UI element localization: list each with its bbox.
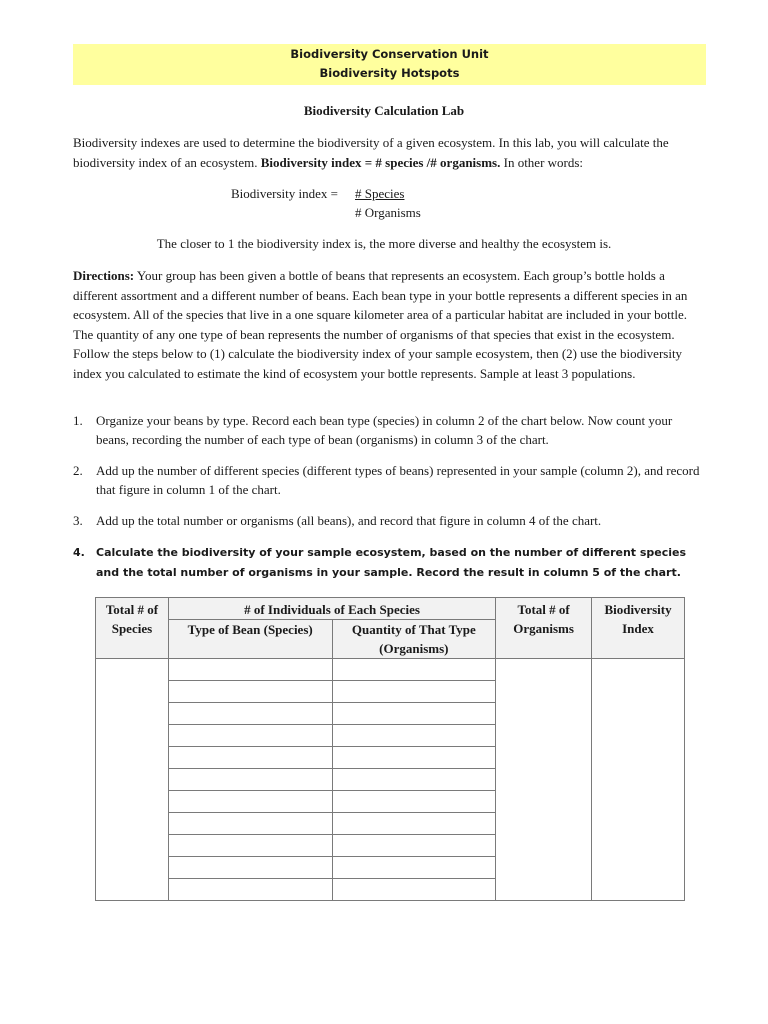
header-type-of-bean: Type of Bean (Species) — [168, 620, 332, 659]
cell-bean-type[interactable] — [168, 725, 332, 747]
step-text: Add up the total number or organisms (all beans), and record that figure in column 4 of the chart. — [96, 513, 602, 528]
directions-text: Your group has been given a bottle of beans that represents an ecosystem. Each group’s bottle holds a different assortment and a different number of beans. Each bean type in your bottle represents a different species in an ecosystem. All of the species that live in a one square kilometer area of a particular habitat are included in your bottle. The quantity of any one type of bean represents the number of organisms of that species that exist in the ecosystem. Follow the steps below to (1) calculate the biodiversity index of your sample ecosystem, then (2) use the biodiversity index you calculated to estimate the kind of ecosystem your bottle represents. Sample at least 3 populations. — [73, 268, 688, 381]
cell-quantity[interactable] — [332, 835, 496, 857]
cell-quantity[interactable] — [332, 725, 496, 747]
step-number: 2. — [73, 463, 83, 478]
header-total-species: Total # of Species — [96, 598, 169, 659]
cell-quantity[interactable] — [332, 813, 496, 835]
cell-quantity[interactable] — [332, 659, 496, 681]
cell-bean-type[interactable] — [168, 835, 332, 857]
formula-denominator: # Organisms — [355, 205, 421, 220]
header-individuals-group: # of Individuals of Each Species — [168, 598, 495, 620]
directions-label: Directions: — [73, 268, 135, 283]
step-4 — [73, 543, 707, 583]
cell-bean-type[interactable] — [168, 659, 332, 681]
lab-title: Biodiversity Calculation Lab — [303, 103, 465, 118]
cell-bean-type[interactable] — [168, 769, 332, 791]
cell-bean-type[interactable] — [168, 879, 332, 901]
biodiversity-chart — [95, 597, 685, 901]
intro-text: Biodiversity indexes are used to determine the biodiversity of a given ecosystem. In this lab, you will calculate the biodiversity index of an ecosystem. — [73, 135, 669, 170]
step-3 — [73, 511, 707, 530]
step-number: 1. — [73, 413, 83, 428]
header-quantity: Quantity of That Type (Organisms) — [332, 620, 496, 659]
step-text: Organize your beans by type. Record each bean type (species) in column 2 of the chart below. Now count your beans, recording the number of each type of bean (organisms) in column 3 of the chart. — [96, 413, 673, 447]
closer-statement: The closer to 1 the biodiversity index is, the more diverse and healthy the ecosystem is. — [156, 236, 612, 251]
cell-bean-type[interactable] — [168, 747, 332, 769]
unit-title: Biodiversity Conservation Unit — [290, 47, 489, 61]
cell-biodiversity-index[interactable] — [592, 659, 685, 901]
cell-quantity[interactable] — [332, 857, 496, 879]
step-number: 3. — [73, 513, 83, 528]
step-2 — [73, 461, 707, 499]
formula-label: Biodiversity index = — [231, 186, 338, 201]
intro-paragraph — [73, 133, 707, 172]
unit-subtitle: Biodiversity Hotspots — [319, 66, 460, 80]
cell-quantity[interactable] — [332, 681, 496, 703]
intro-tail: In other words: — [500, 154, 584, 170]
cell-quantity[interactable] — [332, 791, 496, 813]
step-1 — [73, 411, 707, 449]
cell-quantity[interactable] — [332, 769, 496, 791]
step-text: Calculate the biodiversity of your sample ecosystem, based on the number of different species and the total number of organisms in your sample. Record the result in column 5 of the chart. — [96, 546, 687, 579]
cell-quantity[interactable] — [332, 703, 496, 725]
intro-bold: Biodiversity index = # species /# organisms. — [260, 154, 501, 170]
cell-bean-type[interactable] — [168, 857, 332, 879]
directions-paragraph — [73, 266, 707, 383]
cell-total-species[interactable] — [96, 659, 169, 901]
formula-numerator: # Species — [355, 186, 405, 201]
cell-quantity[interactable] — [332, 879, 496, 901]
header-biodiversity-index: Biodiversity Index — [592, 598, 685, 659]
step-number: 4. — [73, 546, 85, 559]
cell-total-organisms[interactable] — [496, 659, 592, 901]
cell-bean-type[interactable] — [168, 681, 332, 703]
unit-banner — [73, 44, 706, 85]
cell-quantity[interactable] — [332, 747, 496, 769]
cell-bean-type[interactable] — [168, 813, 332, 835]
header-total-organisms: Total # of Organisms — [496, 598, 592, 659]
cell-bean-type[interactable] — [168, 791, 332, 813]
step-text: Add up the number of different species (different types of beans) represented in your sample (column 2), and record that figure in column 1 of the chart. — [96, 463, 700, 497]
cell-bean-type[interactable] — [168, 703, 332, 725]
formula — [231, 184, 421, 220]
